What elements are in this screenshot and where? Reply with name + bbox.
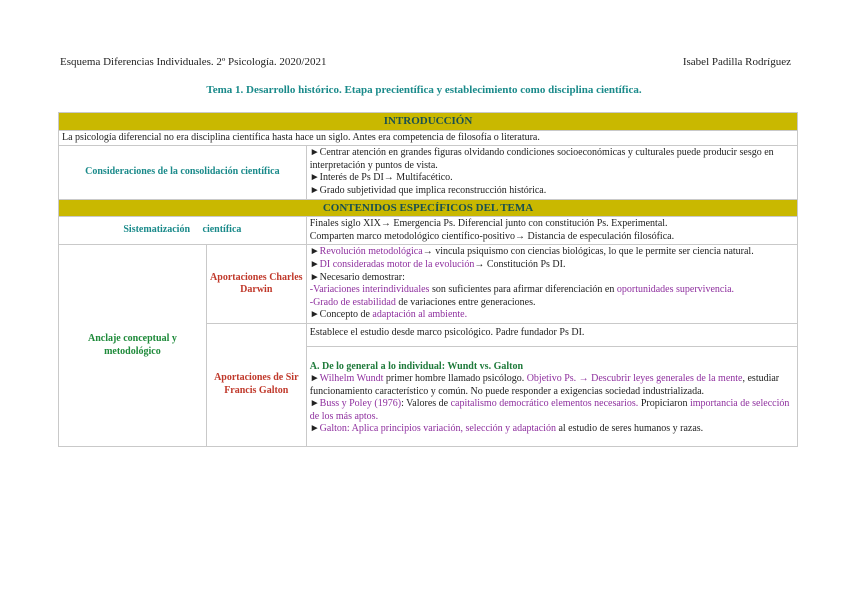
darwin-line-f: ►Concepto de adaptación al ambiente. xyxy=(309,309,468,321)
darwin-line-b: ►DI consideradas motor de la evolución→ Constitución Ps DI. xyxy=(309,258,566,270)
sistematizacion-line-1: Finales siglo XIX→ Emergencia Ps. Diferencial junto con constitución Ps. Experimental. xyxy=(309,218,668,230)
consolidacion-label: Consideraciones de la consolidación científica xyxy=(59,146,307,199)
intro-band: INTRODUCCIÓN xyxy=(59,113,798,131)
consolidacion-line-1: ►Centrar atención en grandes figuras olvidando condiciones socioeconómicas y culturales puede producir sesgo en interpretación y puntos de vista. xyxy=(309,147,774,171)
sistematizacion-label: Sistematización científica xyxy=(59,217,307,245)
sistematizacion-line-2: Comparten marco metodológico científico-positivo→ Distancia de especulación filosófica. xyxy=(309,230,675,242)
galton-top: Establece el estudio desde marco psicológico. Padre fundador Ps DI. xyxy=(306,323,797,346)
consolidacion-line-3: ►Grado subjetividad que implica reconstrucción histórica. xyxy=(309,184,547,196)
document-header-left: Esquema Diferencias Individuales. 2º Psicología. 2020/2021 xyxy=(60,56,327,68)
darwin-line-e: -Grado de estabilidad de variaciones entre generaciones. xyxy=(309,296,536,308)
intro-text: La psicología diferencial no era disciplina científica hasta hace un siglo. Antes era competencia de filosofía o literatura. xyxy=(59,130,798,146)
galton-subhead: A. De lo general a lo individual: Wundt vs. Galton xyxy=(309,360,524,372)
darwin-label: Aportaciones Charles Darwin xyxy=(206,245,306,324)
anclaje-label: Anclaje conceptual y metodológico xyxy=(59,245,207,447)
galton-line-wundt: ►Wilhelm Wundt primer hombre llamado psicólogo. Objetivo Ps. → Descubrir leyes generales de la mente, estudiar funcionamiento característico y común. No puede responder a exigencias sociedad industrializada. xyxy=(309,373,780,397)
galton-label: Aportaciones de Sir Francis Galton xyxy=(206,323,306,446)
consolidacion-content xyxy=(306,146,797,199)
galton-line-buss: ►Buss y Poley (1976): Valores de capitalismo democrático elementos necesarios. Propiciaron importancia de selección de los más aptos. xyxy=(309,398,790,422)
consolidacion-line-2: ►Interés de Ps DI→ Multifacético. xyxy=(309,172,453,184)
darwin-line-d: -Variaciones interindividuales son suficientes para afirmar diferenciación en oportunidades supervivencia. xyxy=(309,284,735,296)
darwin-line-a: ►Revolución metodológica→ vincula psiquismo con ciencias biológicas, lo que le permite ser ciencia natural. xyxy=(309,246,754,258)
darwin-content xyxy=(306,245,797,324)
outline-table xyxy=(58,112,798,447)
sistematizacion-content xyxy=(306,217,797,245)
darwin-line-c: ►Necesario demostrar: xyxy=(309,271,405,283)
document-header-author: Isabel Padilla Rodríguez xyxy=(682,56,791,68)
galton-line-galton: ►Galton: Aplica principios variación, selección y adaptación al estudio de seres humanos y razas. xyxy=(309,423,704,435)
document-subtitle: Tema 1. Desarrollo histórico. Etapa precientífica y establecimiento como disciplina científica. xyxy=(206,84,642,96)
contenidos-band: CONTENIDOS ESPECÍFICOS DEL TEMA xyxy=(59,199,798,217)
galton-content xyxy=(306,346,797,447)
